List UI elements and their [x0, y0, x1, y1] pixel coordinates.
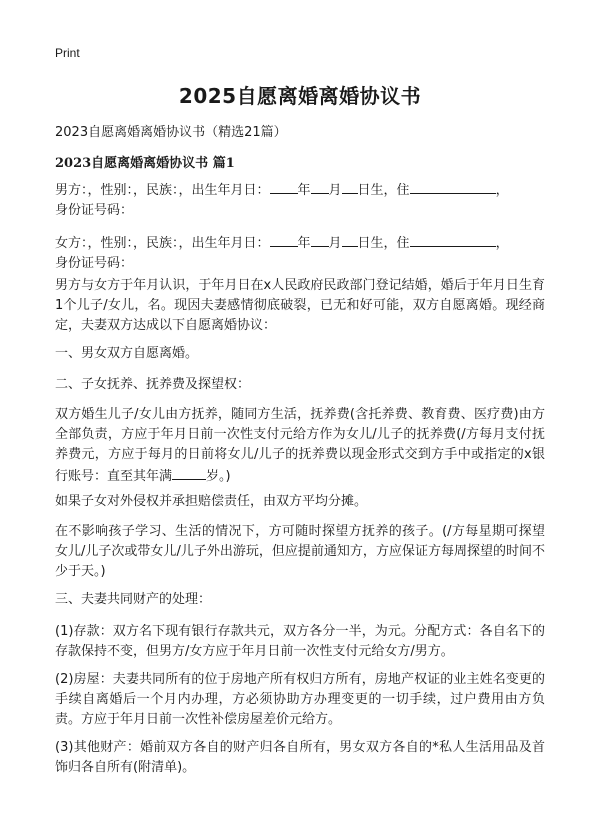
print-label[interactable]: Print — [55, 46, 80, 60]
clause-2-text: 双方婚生儿子/女儿由方抚养，随同方生活，抚养费(含托养费、教育费、医疗费)由方全部负责，方应于年月日前一次性支付元给方作为女儿/儿子的抚养费(/方每月支付抚养费元，方应于每月的日前将女儿/儿子的抚养费以现金形式交到方手中或指定的x银行账号：直至其年满 — [55, 407, 545, 484]
clause-3-paragraph-2: (2)房屋：夫妻共同所有的位于房地产所有权归方所有，房地产权证的业主姓名变更的手续自离婚后一个月内办理，方必须协助方办理变更的一切手续，过户费用由方负责。方应于年月日前一次性补偿房屋差价元给方。 — [55, 672, 545, 727]
document-title: 2025自愿离婚离婚协议书 — [178, 84, 422, 108]
clause-3-title: 三、夫妻共同财产的处理： — [55, 592, 212, 607]
comma: ， — [495, 183, 509, 198]
comma: ， — [495, 236, 509, 251]
female-party-label: 女方：，性别：，民族：，出生年月日： — [55, 236, 270, 251]
female-birth-day-blank[interactable] — [342, 232, 358, 247]
document-subtitle: 2023自愿离婚离婚协议书（精选21篇） — [55, 125, 287, 140]
section-heading: 2023自愿离婚离婚协议书 篇1 — [55, 156, 235, 171]
male-party-label: 男方：，性别：，民族：，出生年月日： — [55, 183, 270, 198]
female-birth-month-blank[interactable] — [311, 232, 329, 247]
clause-2-text-end: 岁。) — [206, 469, 231, 484]
clause-3-paragraph-3: (3)其他财产：婚前双方各自的财产归各自所有，男女双方各自的*私人生活用品及首饰归各自所有(附清单)。 — [55, 740, 545, 775]
female-address-blank[interactable] — [410, 232, 496, 247]
year-label: 年 — [297, 183, 311, 198]
male-id-label: 身份证号码： — [55, 203, 134, 218]
female-party-info — [55, 232, 545, 274]
female-id-label: 身份证号码： — [55, 256, 134, 271]
clause-3-paragraph-1: (1)存款：双方名下现有银行存款共元，双方各分一半，为元。分配方式：各自名下的存款保持不变，但男方/女方应于年月日前一次性支付元给女方/男方。 — [55, 624, 545, 659]
male-party-info — [55, 179, 545, 221]
clause-2-title: 二、子女抚养、抚养费及探望权： — [55, 377, 251, 392]
month-label: 月 — [328, 236, 342, 251]
month-label: 月 — [328, 183, 342, 198]
female-birth-year-blank[interactable] — [270, 232, 298, 247]
day-label: 日生，住 — [357, 236, 410, 251]
intro-paragraph: 男方与女方于年月认识，于年月日在x人民政府民政部门登记结婚，婚后于年月日生育1个儿子/女儿，名。现因夫妻感情彻底破裂，已无和好可能，双方自愿离婚。现经商定，夫妻双方达成以下自愿离婚协议： — [55, 278, 545, 333]
clause-2-paragraph-3: 在不影响孩子学习、生活的情况下，方可随时探望方抚养的孩子。(/方每星期可探望女儿/儿子次或带女儿/儿子外出游玩，但应提前通知方，方应保证方每周探望的时间不少于天。) — [55, 524, 545, 579]
age-blank[interactable] — [172, 465, 206, 480]
clause-2-paragraph-2: 如果子女对外侵权并承担赔偿责任，由双方平均分摊。 — [55, 494, 368, 509]
male-birth-day-blank[interactable] — [342, 179, 358, 194]
clause-2-paragraph-1 — [55, 405, 545, 487]
day-label: 日生，住 — [357, 183, 410, 198]
clause-1: 一、男女双方自愿离婚。 — [55, 346, 199, 361]
male-birth-year-blank[interactable] — [270, 179, 298, 194]
male-birth-month-blank[interactable] — [311, 179, 329, 194]
year-label: 年 — [297, 236, 311, 251]
male-address-blank[interactable] — [410, 179, 496, 194]
